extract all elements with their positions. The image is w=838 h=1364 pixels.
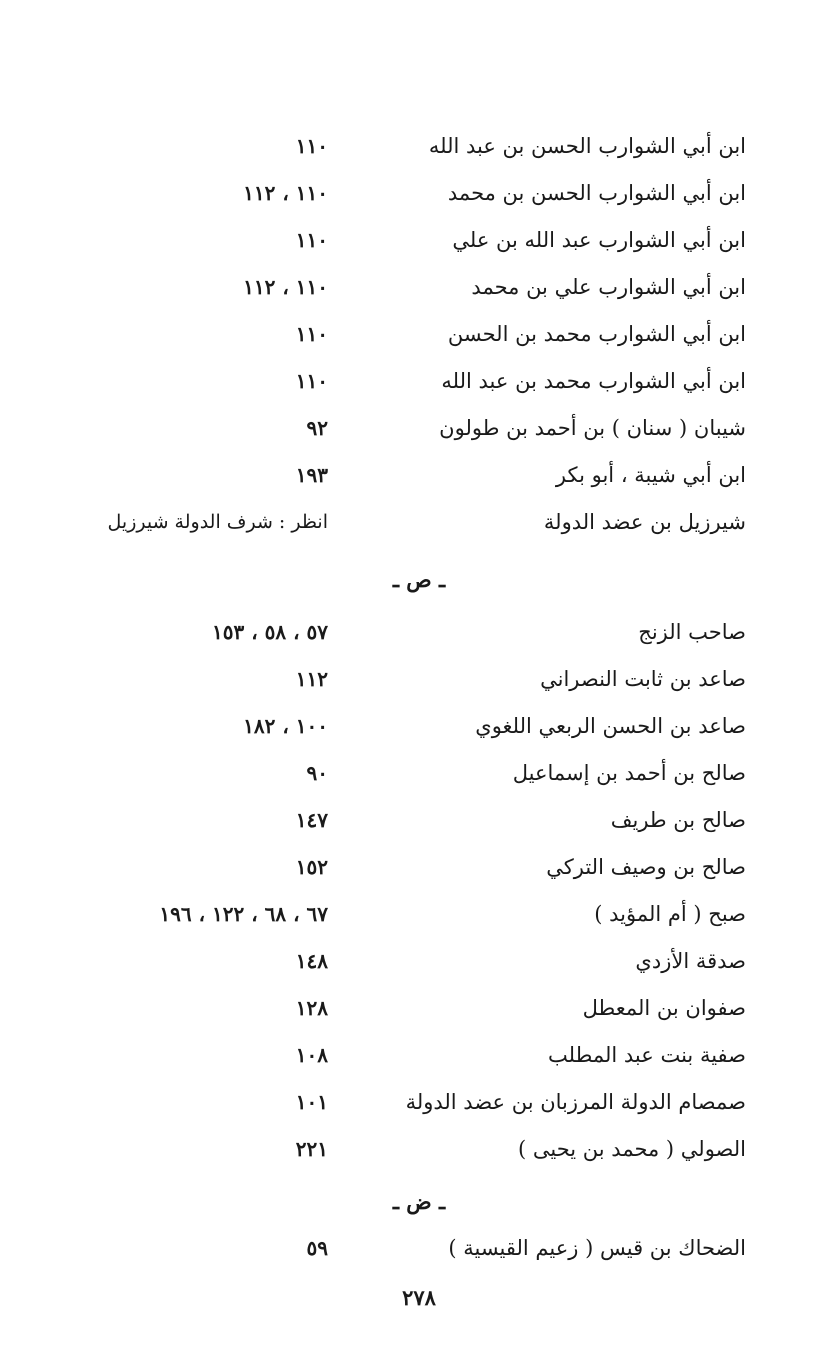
entry-pages: ١١٠ — [295, 134, 328, 158]
index-entry — [0, 800, 838, 840]
index-entry — [0, 612, 838, 652]
entry-name: ابن أبي الشوارب عبد الله بن علي — [452, 228, 746, 252]
entry-pages: ١١٠ — [295, 322, 328, 346]
entry-pages: ١١٠ — [295, 369, 328, 393]
entry-name: صاحب الزنج — [638, 620, 746, 644]
entry-name: ابن أبي الشوارب الحسن بن عبد الله — [428, 134, 746, 158]
entry-pages: ١٠٨ — [295, 1043, 328, 1067]
entry-pages: ٩٢ — [306, 416, 328, 440]
entry-pages: ١٠٠ ، ١٨٢ — [243, 714, 328, 738]
entry-name: ابن أبي الشوارب محمد بن عبد الله — [441, 369, 746, 393]
entry-pages: ٥٧ ، ٥٨ ، ١٥٣ — [212, 620, 328, 644]
entry-pages: ١١٠ ، ١١٢ — [243, 275, 328, 299]
index-entry — [0, 220, 838, 260]
entry-name: الضحاك بن قيس ( زعيم القيسية ) — [448, 1236, 746, 1260]
index-entry — [0, 267, 838, 307]
index-entry — [0, 988, 838, 1028]
entry-pages: ١٠١ — [295, 1090, 328, 1114]
page-number: ٢٧٨ — [402, 1285, 436, 1310]
entry-name: صدقة الأزدي — [635, 949, 746, 973]
index-entry — [0, 455, 838, 495]
entry-pages: ١١٠ ، ١١٢ — [243, 181, 328, 205]
index-entry — [0, 173, 838, 213]
index-entry — [0, 314, 838, 354]
entry-pages: ١٤٧ — [295, 808, 328, 832]
entry-pages: ١١٢ — [295, 667, 328, 691]
index-entry — [0, 1228, 838, 1268]
index-entry — [0, 847, 838, 887]
entry-pages: ٩٠ — [306, 761, 328, 785]
entry-name: شيبان ( سنان ) بن أحمد بن طولون — [439, 416, 746, 440]
entry-name: صفوان بن المعطل — [582, 996, 746, 1020]
index-entry — [0, 894, 838, 934]
entry-name: ابن أبي الشوارب محمد بن الحسن — [447, 322, 746, 346]
entry-pages: ٦٧ ، ٦٨ ، ١٢٢ ، ١٩٦ — [159, 902, 328, 926]
entry-name: الصولي ( محمد بن يحيى ) — [518, 1137, 746, 1161]
entry-name: صمصام الدولة المرزبان بن عضد الدولة — [405, 1090, 746, 1114]
entry-name: صاعد بن الحسن الربعي اللغوي — [475, 714, 746, 738]
index-entry — [0, 1082, 838, 1122]
index-entry — [0, 659, 838, 699]
entry-name: ابن أبي شيبة ، أبو بكر — [555, 463, 746, 487]
entry-name: شيرزيل بن عضد الدولة — [543, 510, 746, 534]
index-entry — [0, 408, 838, 448]
index-entry — [0, 1035, 838, 1075]
index-entry — [0, 1129, 838, 1169]
entry-pages: ١٩٣ — [295, 463, 328, 487]
entry-name: صفية بنت عبد المطلب — [548, 1043, 746, 1067]
section-header-dad: ـ ض ـ — [392, 1189, 446, 1214]
entry-pages: ٥٩ — [306, 1236, 328, 1260]
index-entry — [0, 126, 838, 166]
entry-pages: ١١٠ — [295, 228, 328, 252]
entry-name: ابن أبي الشوارب الحسن بن محمد — [447, 181, 746, 205]
index-entry — [0, 753, 838, 793]
index-entry — [0, 941, 838, 981]
index-entry — [0, 502, 838, 542]
entry-name: صالح بن طريف — [610, 808, 746, 832]
entry-name: ابن أبي الشوارب علي بن محمد — [471, 275, 746, 299]
entry-name: صاعد بن ثابت النصراني — [540, 667, 746, 691]
section-header-sad: ـ ص ـ — [392, 567, 446, 592]
entry-pages: ١٤٨ — [295, 949, 328, 973]
entry-name: صالح بن أحمد بن إسماعيل — [512, 761, 746, 785]
entry-pages: ١٢٨ — [295, 996, 328, 1020]
entry-pages: ٢٢١ — [295, 1137, 328, 1161]
entry-pages: ١٥٢ — [295, 855, 328, 879]
index-entry — [0, 361, 838, 401]
entry-cross-reference: انظر : شرف الدولة شيرزيل — [107, 511, 328, 533]
entry-name: صالح بن وصيف التركي — [546, 855, 746, 879]
index-entry — [0, 706, 838, 746]
entry-name: صبح ( أم المؤيد ) — [594, 902, 746, 926]
